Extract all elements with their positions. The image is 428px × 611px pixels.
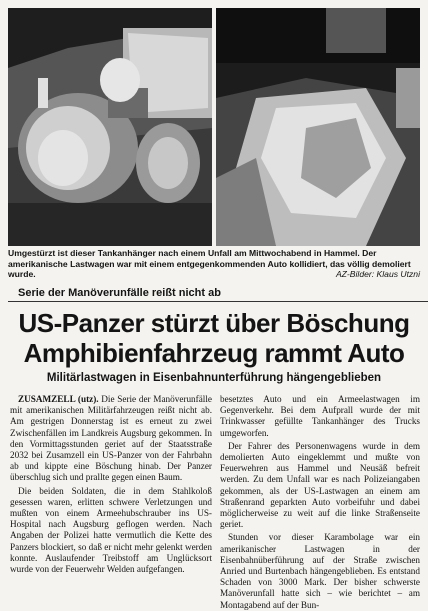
paragraph: Stunden vor dieser Karambolage war ein amerikanischer Lastwagen in der Eisenbahnüberführung auf der Straße zwischen Anried und Burtenbach hängengeblieben. Es entstand Schaden von 3000 Mark. Der bisher schwerste Manöverunfall hatte sich – wie berichtet – am Montagabend auf der Bun- (220, 532, 420, 610)
subheadline: Militärlastwagen in Eisenbahnunterführung hängengeblieben (46, 372, 382, 384)
article-column-left (10, 394, 212, 575)
headline-line-1: US-Panzer stürzt über Böschung (18, 308, 410, 338)
paragraph (10, 394, 212, 484)
overturned-trailer-image (8, 8, 212, 246)
paragraph: Die beiden Soldaten, die in dem Stahlkoloß gesessen waren, erlitten schwere Verletzungen und mußten von einem Armeehubschrauber ins US-Hospital nach Augsburg geflogen werden. Nach Angaben der Polizei hatte vermutlich die Kette des Panzers blockiert, so daß er nicht mehr gelenkt werden konnte. Auslaufender Treibstoff am Unglücksort wurde von der Feuerwehr Welden aufgefangen. (10, 485, 212, 575)
photo-caption (8, 248, 420, 280)
photo-demolished-car (216, 8, 420, 246)
paragraph: Der Fahrer des Personenwagens wurde in dem demolierten Auto eingeklemmt und mußte von Feuerwehren aus Hammel und Neusäß befreit werden. Zu dem Unfall war es nach Polizeiangaben gekommen, als der US-Lastwagen an einem am Straßenrand geparkten Auto vorbeifuhr und dabei möglicherweise zu weit auf die linke Straßenseite geriet. (220, 440, 420, 530)
photo-overturned-tank-trailer (8, 8, 212, 246)
demolished-car-image (216, 8, 420, 246)
photo-credit: AZ-Bilder: Klaus Utzni (335, 269, 420, 280)
headline-line-2: Amphibienfahrzeug rammt Auto (23, 338, 405, 368)
kicker: Serie der Manöverunfälle reißt nicht ab (8, 286, 428, 302)
dateline: ZUSAMZELL (utz). (18, 394, 99, 404)
paragraph-text: Die Serie der Manöverunfälle mit amerikanischen Militärfahrzeugen reißt nicht ab. Am gestrigen Donnerstag ist es erneut zu zwei Zwischenfällen im Landkreis Augsburg gekommen. In den Vormittagsstunden geriet auf der Staatsstraße 2032 bei Zusamzell ein US-Panzer von der Fahrbahn ab und kippte eine Böschung hinab. Der Panzer überschlug sich und prallte gegen einen Baum. (10, 394, 212, 483)
paragraph: besetztes Auto und ein Armeelastwagen im Gegenverkehr. Bei dem Aufprall wurde der mit Trinkwasser gefüllte Tankanhänger des Trucks umgeworfen. (220, 394, 420, 438)
headline (8, 308, 420, 368)
caption-text: Umgestürzt ist dieser Tankanhänger nach einem Unfall am Mittwochabend in Hammel. Der amerikanische Lastwagen war mit einem entgegenkommenden Auto kollidiert, das völlig demoliert wurde. (8, 248, 411, 280)
article-column-right (220, 394, 420, 611)
